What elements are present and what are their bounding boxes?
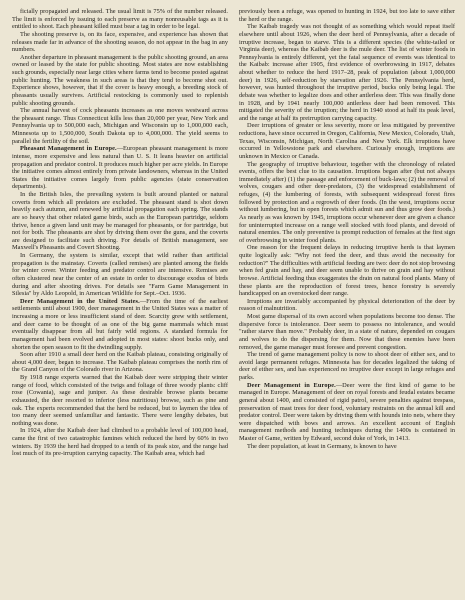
paragraph xyxy=(12,351,228,374)
paragraph-text: In Germany, the system is similar, except that wild rather than artificial propagation is the mainstay. Coverts (called remises) are planted among the fields for winter cover. Winter feeding and predator control are intensive. Remises are often clustered near the center of an estate in order to discourage exodus of birds during and after shooting drives. For details see "Farm Game Management in Silesia" by Aldo Leopold, in American Wildlife for Sept.–Oct. 1936. xyxy=(12,252,228,298)
paragraph-text: The trend of game management policy is now to shoot deer of either sex, and to avoid large permanent refuges. Minnesota has for decades legalized the taking of deer of either sex, and has experienced no irruptive deer except in large refuges and parks. xyxy=(239,351,455,381)
paragraph xyxy=(239,298,455,313)
paragraph xyxy=(12,54,228,107)
left-text-column xyxy=(12,8,228,596)
paragraph-text: Irruptions are invariably accompanied by physical deterioration of the deer by reason of malnutrition. xyxy=(239,297,455,313)
paragraph xyxy=(239,23,455,122)
paragraph-text: Most game dispersal of its own accord when populations become too dense. The dispersive force is intolerance. Deer seem to possess no intolerance, and would "rather starve than move." Probably deer, in a state of nature, depended on cougars and wolves to do the dispersing for them. Now that these enemies have been removed, the game manager must foresee and prevent congestion. xyxy=(239,313,455,351)
paragraph-text: —Deer were the first kind of game to be managed in Europe. Management of deer on royal forests and feudal estates became general about 1400, and consisted of rigid patrol, severe penalties against trespass, preservation of mast trees for deer food, voluntary restraints on the annual kill and predator control. Deer were taken by driving them with hounds into nets, where they were dispatched with bows and arrows. An excellent account of English management methods and hunting techniques during the 1400s is contained in Master of Game, written by Edward, second duke of York, in 1413. xyxy=(239,381,455,442)
paragraph xyxy=(239,443,455,451)
paragraph xyxy=(239,313,455,351)
paragraph xyxy=(12,145,228,191)
paragraph xyxy=(12,298,228,351)
paragraph xyxy=(239,351,455,382)
paragraph xyxy=(12,31,228,54)
paragraph-text: —From the time of the earliest settlements until about 1900, deer management in the United States was a matter of increasing a more or less insufficient stand of deer. Scarcity grew with settlement, and deer came to be thought of as one of the big game mammals which must eventually disappear from all but fairly wild regions. A standard formula for management had been evolved and adopted in most states: shoot bucks only, and shorten the open season to fit the dwindling supply. xyxy=(12,297,228,351)
paragraph xyxy=(239,244,455,297)
paragraph-text: In the British Isles, the prevailing system is built around planted or natural coverts from which all predators are excluded. The pheasant stand is shot down heavily each autumn, and renewed by artificial propagation each spring. The stands are so heavy that other related game birds, such as the European partridge, seldom thrive, hence a given land unit may be managed for pheasants, or for partridge, but not for both. The pheasants are shot by driving them over the guns, and the coverts are designed to facilitate such driving. For details of British management, see Maxwell's Pheasants and Covert Shooting. xyxy=(12,191,228,252)
section-heading: Deer Management in the United States. xyxy=(20,297,140,305)
paragraph-text: The deer population, at least in Germany, is known to have xyxy=(247,442,397,450)
section-heading: Deer Management in Europe. xyxy=(247,381,336,389)
paragraph-text: The annual harvest of cock pheasants increases as one moves westward across the pheasant range. Thus Connecticut kills less than 20,000 per year, New York and Pennsylvania up to 500,000 each, Michigan and Wisconsin up to 1,000,000 each, Minnesota up to 1,500,000, South Dakota up to 4,000,000. The yield seems to parallel the fertility of the soil. xyxy=(12,107,228,145)
paragraph xyxy=(12,8,228,31)
right-text-column xyxy=(239,8,455,596)
paragraph-text: ficially propagated and released. The usual limit is 75% of the number released. The limit is enforced by issuing to each preserve as many nonreusable tags as it is entitled to shoot. Each pheasant killed must bear a tag in order to be legal. xyxy=(12,8,228,31)
paragraph xyxy=(239,161,455,245)
paragraph-text: One reason for the frequent delays in reducing irruptive herds is that laymen quite logically ask: "Why not feed the deer, and thus avoid the necessity for reduction?" The difficulties with artificial feeding are two: deer do not stop browsing when fed grain and hay, and deer seem unable to thrive on grain and hay without browse. Artificial feeding thus exaggerates the drain on natural food plants. Many of these plants are the reproduction of forest trees, hence forestry is severely handicapped on an overstocked deer range. xyxy=(239,244,455,298)
paragraph xyxy=(12,252,228,298)
paragraph-text: The Kaibab tragedy was not thought of as something which would repeat itself elsewhere until about 1926, when the deer herd of Pennsylvania, after a decade of irruptive increase, began to starve. This is a different species (the white-tailed or Virginia deer), whereas the Kaibab deer is the mule deer. The list of winter foods in Pennsylvania is entirely different, yet the fatal sequence of events was identical to the Kaibab: increase after 1905, first evidence of overbrowsing in 1917, debates about whether to reduce the herd 1917–28, peak of population (about 1,000,000 deer) in 1926, self-reduction by starvation after 1926. The Pennsylvania herd, however, was hunted throughout the irruptive period, bucks only being legal. The debate was whether to legalize does and other antlerless deer. This was finally done in 1928, and by 1941 nearly 100,000 antlerless deer had been removed. This mitigated the severity of the irruption; the herd in 1940 stood at half its peak level, and the range at half its preirruption carrying capacity. xyxy=(239,23,455,122)
paragraph-text: Soon after 1910 a small deer herd on the Kaibab plateau, consisting originally of about 4,000 deer, began to increase. The Kaibab plateau comprises the north rim of the Grand Canyon of the Colorado river in Arizona. xyxy=(12,351,228,374)
paragraph-text: previously been a refuge, was opened to hunting in 1924, but too late to save either the herd or the range. xyxy=(239,8,455,23)
paragraph-text: The shooting preserve is, on its face, expensive, and experience has shown that releases made far in advance of the shooting season, do not appear in the bag in any numbers. xyxy=(12,30,228,54)
paragraph xyxy=(239,122,455,160)
paragraph xyxy=(12,107,228,145)
paragraph xyxy=(12,374,228,427)
section-heading: Pheasant Management in Europe. xyxy=(20,145,117,153)
paragraph xyxy=(12,191,228,252)
paragraph xyxy=(12,427,228,458)
paragraph-text: In 1924, after the Kaibab deer had climbed to a probable level of 100,000 head, came the first of two catastrophic famines which reduced the herd by 60% in two winters. By 1939 the herd had dropped to a tenth of its peak size, and the range had lost much of its pre-irruption carrying capacity. The Kaibab area, which had xyxy=(12,427,228,458)
paragraph xyxy=(239,8,455,23)
paragraph xyxy=(239,382,455,443)
paragraph-text: By 1918 range experts warned that the Kaibab deer were stripping their winter range of food, which consisted of the twigs and foliage of three woody plants: cliff rose (Cowania), sage and juniper. As these desirable browse plants became exhausted, the deer resorted to inferior (less nutritious) browse, such as pine and oak. The experts recommended that the herd be reduced, but to laymen the idea of too many deer seemed unfamiliar and fantastic. There were lengthy debates, but nothing was done. xyxy=(12,374,228,427)
paragraph-text: The geography of irruptive behaviour, together with the chronology of related events, offers the best clue to its causation. Irruptions began after (but not always immediately after) (1) the passage and enforcement of buck-laws; (2) the removal of wolves, cougars and other deer-predators, (3) the widespread establishment of refuges, (4) the lumbering of forests, with subsequent widespread forest fires followed by protection and a regrowth of deer foods. (In the west, irruptions occur without lumbering, but in open forests which admit sun and thus grow deer foods.) As nearly as was known by 1945, irruptions occur whenever deer are given a chance for uninterrupted increase on a range well stocked with food plants, and devoid of natural enemies. The only preventive is prompt reduction of females at the first sign of overbrowsing in winter food plants. xyxy=(239,160,455,244)
paragraph-text: Deer irruptions of greater or less severity, more or less mitigated by preventive reductions, have since occurred in Oregon, California, New Mexico, Colorado, Utah, Texas, Wisconsin, Michigan, North Carolina and New York. Elk irruptions have occurred in Yellowstone park and elsewhere. Curiously enough, irruptions are unknown in Mexico or Canada. xyxy=(239,122,455,160)
paragraph-text: Another departure in pheasant management is the public shooting ground, an area owned or leased by the state for public shooting. Most states are now establishing such grounds, especially near large cities where farms tend to become posted against public hunting. The weakness in such areas is that they tend to become shot out. Experience shows, however, that if the cover is heavy enough, a breeding stock of pheasants usually survives. Artificial restocking is commonly used to replenish public shooting grounds. xyxy=(12,53,228,107)
paragraph-text: —European pheasant management is more intense, more expensive and less natural than U. S. It leans heavier on artificial propagation and predator control. It produces much higher per acre yields. In Europe the initiative comes almost entirely from private landowners, whereas in the United States the initiative comes largely from public agencies (state conservation departments). xyxy=(12,145,228,191)
article-page xyxy=(12,8,455,596)
